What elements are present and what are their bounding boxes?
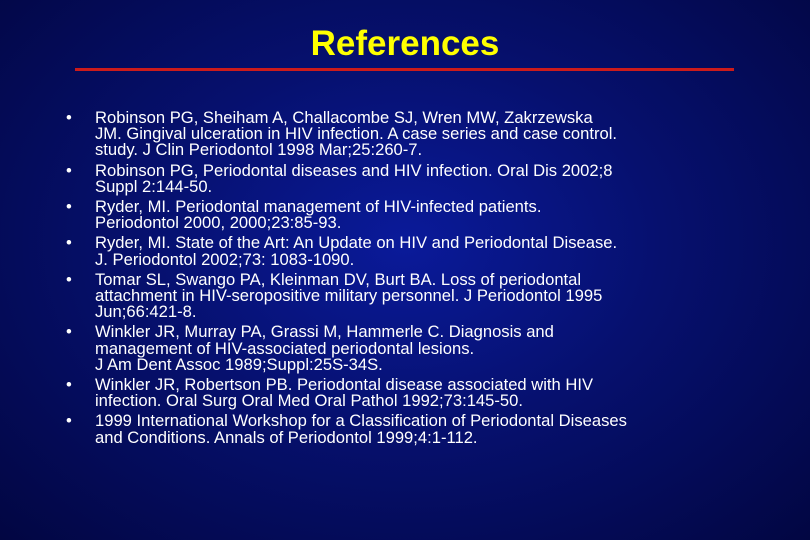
reference-text: 1999 International Workshop for a Classification of Periodontal Diseases and Conditions. Annals of Periodontol 1999;4:1-112. — [95, 411, 627, 447]
reference-item — [62, 269, 782, 322]
reference-text: Robinson PG, Periodontal diseases and HIV infection. Oral Dis 2002;8 Suppl 2:144-50. — [95, 160, 613, 196]
reference-text: Winkler JR, Murray PA, Grassi M, Hammerle C. Diagnosis and management of HIV-associated periodontal lesions. J Am Dent Assoc 1989;Suppl:25S-34S. — [95, 322, 554, 374]
title-underline — [75, 68, 734, 71]
reference-text: Robinson PG, Sheiham A, Challacombe SJ, Wren MW, Zakrzewska JM. Gingival ulceration in HIV infection. A case series and case control. study. J Clin Periodontol 1998 Mar;25:260-7. — [95, 108, 618, 160]
reference-item — [62, 235, 782, 267]
reference-item — [62, 413, 782, 445]
bullet-icon: • — [66, 322, 72, 342]
bullet-icon: • — [66, 108, 72, 127]
bullet-icon: • — [66, 375, 72, 395]
bullet-icon: • — [66, 411, 72, 431]
reference-text: Winkler JR, Robertson PB. Periodontal disease associated with HIV infection. Oral Surg Oral Med Oral Pathol 1992;73:145-50. — [95, 375, 594, 411]
slide-title: References — [310, 24, 500, 63]
reference-item — [62, 160, 782, 196]
reference-item — [62, 110, 782, 159]
bullet-icon: • — [66, 269, 72, 289]
bullet-icon: • — [66, 197, 72, 217]
reference-text: Tomar SL, Swango PA, Kleinman DV, Burt BA. Loss of periodontal attachment in HIV-seropositive military personnel. J Periodontol 1995 Jun;66:421-8. — [95, 269, 603, 322]
bullet-icon: • — [66, 233, 72, 253]
reference-item — [62, 324, 782, 373]
bullet-icon: • — [66, 160, 72, 180]
reference-text: Ryder, MI. Periodontal management of HIV-infected patients. Periodontol 2000, 2000;23:85-93. — [95, 197, 542, 233]
reference-list — [62, 110, 782, 450]
reference-item — [62, 377, 782, 409]
reference-item — [62, 199, 782, 231]
reference-text: Ryder, MI. State of the Art: An Update on HIV and Periodontal Disease. J. Periodontol 2002;73: 1083-1090. — [95, 233, 618, 269]
